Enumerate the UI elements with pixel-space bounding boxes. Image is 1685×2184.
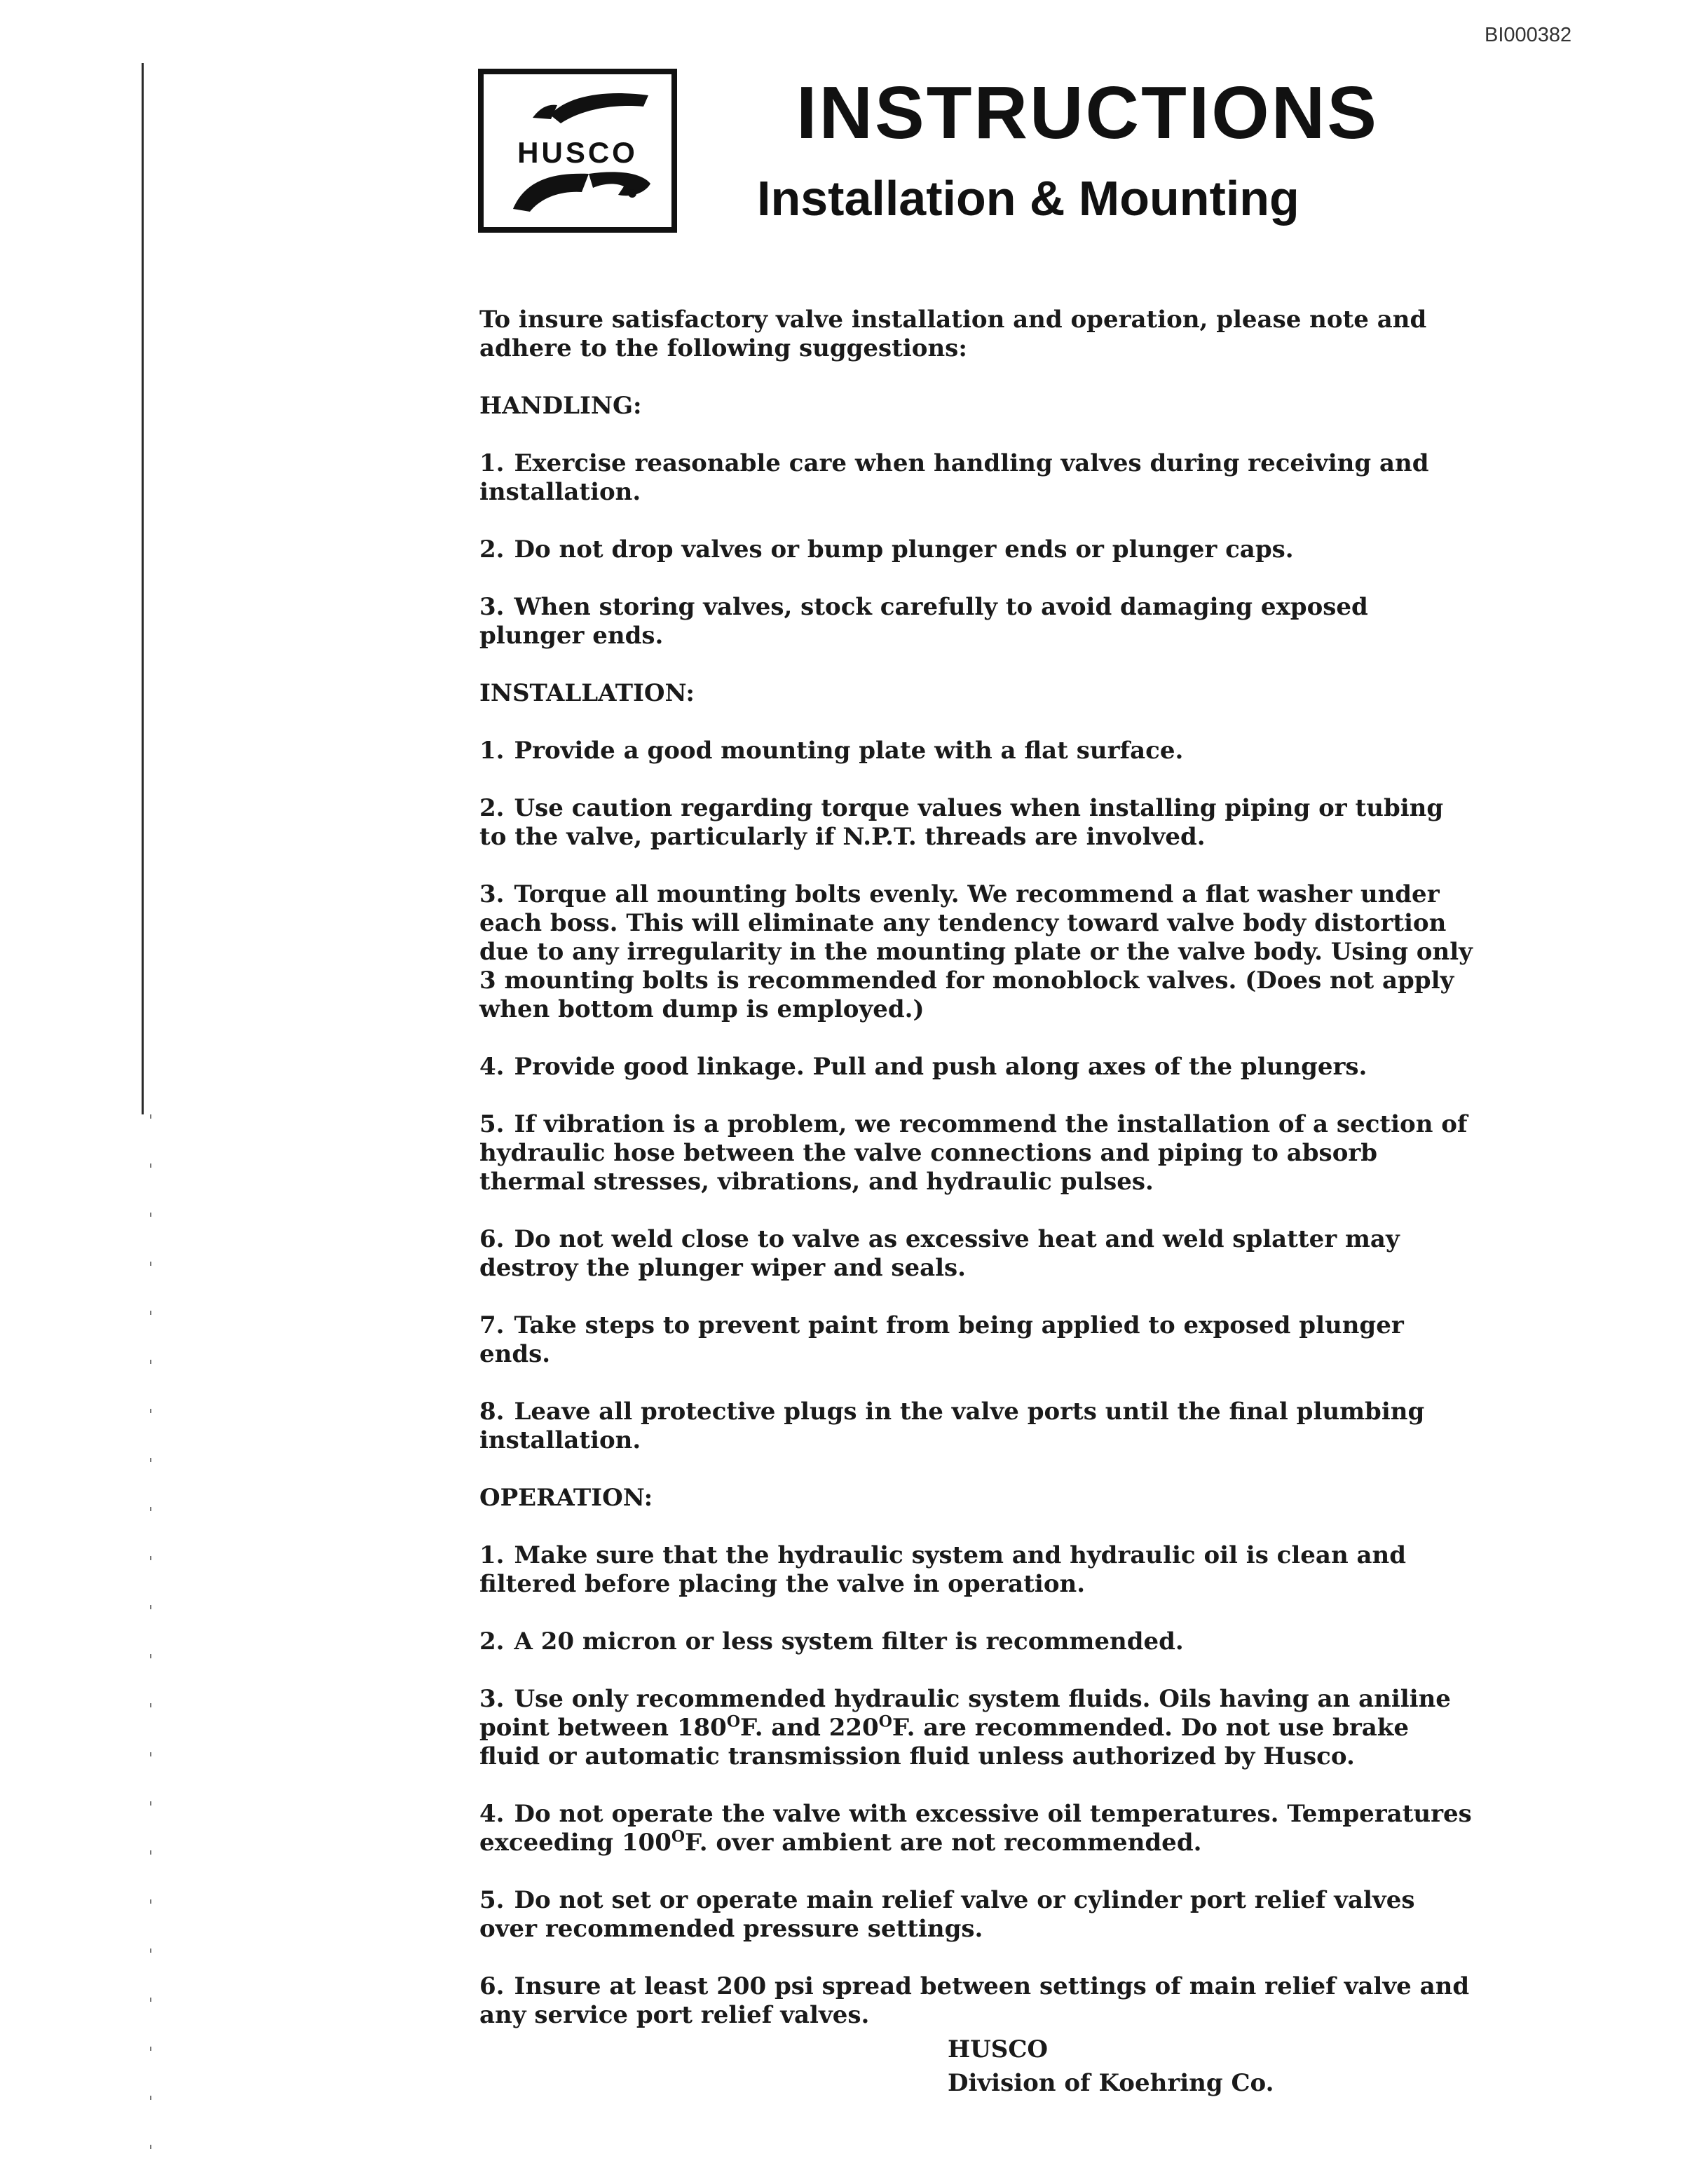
list-item: 8. Leave all protective plugs in the valve ports until the final plumbing installation. [479,1398,1425,1454]
logo-wordmark: HUSCO [517,136,638,169]
document-body [479,306,1475,2059]
list-item: 4. Provide good linkage. Pull and push along axes of the plungers. [479,1053,1367,1081]
list-item: 5. Do not set or operate main relief valve or cylinder port relief valves over recommended pressure settings. [479,1886,1415,1943]
section-heading-handling: HANDLING: [479,392,642,420]
list-item: 5. If vibration is a problem, we recommend the installation of a section of hydraulic hose between the valve connections and piping to absorb thermal stresses, vibrations, and hydraulic pulses. [479,1110,1468,1196]
list-item: 1. Exercise reasonable care when handling valves during receiving and installation. [479,449,1429,506]
binding-margin-line [142,63,144,1114]
list-item: 2. Do not drop valves or bump plunger ends or plunger caps. [479,535,1294,564]
list-item: 7. Take steps to prevent paint from being applied to exposed plunger ends. [479,1311,1404,1368]
list-item: 2. A 20 micron or less system filter is recommended. [479,1627,1184,1656]
document-id: BI000382 [1485,24,1572,46]
list-item: 4. Do not operate the valve with excessive oil temperatures. Temperatures exceeding $100^OF$. over ambient are not recommended. [479,1800,1472,1857]
intro-paragraph: To insure satisfactory valve installation and operation, please note and adhere to the following suggestions: [479,306,1427,362]
list-item: 3. Use only recommended hydraulic system fluids. Oils having an aniline point between $180^OF$. and $220^OF$. are recommended. Do not use brake fluid or automatic transmission fluid unless authorized by Husco. [479,1685,1451,1770]
list-item: 1. Provide a good mounting plate with a flat surface. [479,737,1184,765]
list-item: 6. Insure at least 200 psi spread between settings of main relief valve and any service port relief valves. [479,1972,1470,2029]
signature-company: HUSCO [948,2035,1049,2063]
page-subtitle: Installation & Mounting [757,171,1299,226]
list-item: 3. When storing valves, stock carefully to avoid damaging exposed plunger ends. [479,593,1368,650]
section-heading-installation: INSTALLATION: [479,679,695,707]
husco-logo [478,69,677,233]
list-item: 6. Do not weld close to valve as excessive heat and weld splatter may destroy the plunger wiper and seals. [479,1225,1400,1282]
list-item: 3. Torque all mounting bolts evenly. We recommend a flat washer under each boss. This will eliminate any tendency toward valve body distortion due to any irregularity in the mounting plate or the valve body. Using only 3 mounting bolts is recommended for monoblock valves. (Does not apply when bottom dump is employed.) [479,880,1473,1023]
section-heading-operation: OPERATION: [479,1484,653,1512]
list-item: 1. Make sure that the hydraulic system and hydraulic oil is clean and filtered before placing the valve in operation. [479,1541,1407,1598]
signature-block [948,2033,1274,2100]
binding-margin-dots [150,1114,151,2152]
signature-division: Division of Koehring Co. [948,2069,1274,2097]
list-item: 2. Use caution regarding torque values when installing piping or tubing to the valve, particularly if N.P.T. threads are involved. [479,794,1444,851]
page-title: INSTRUCTIONS [796,71,1379,154]
